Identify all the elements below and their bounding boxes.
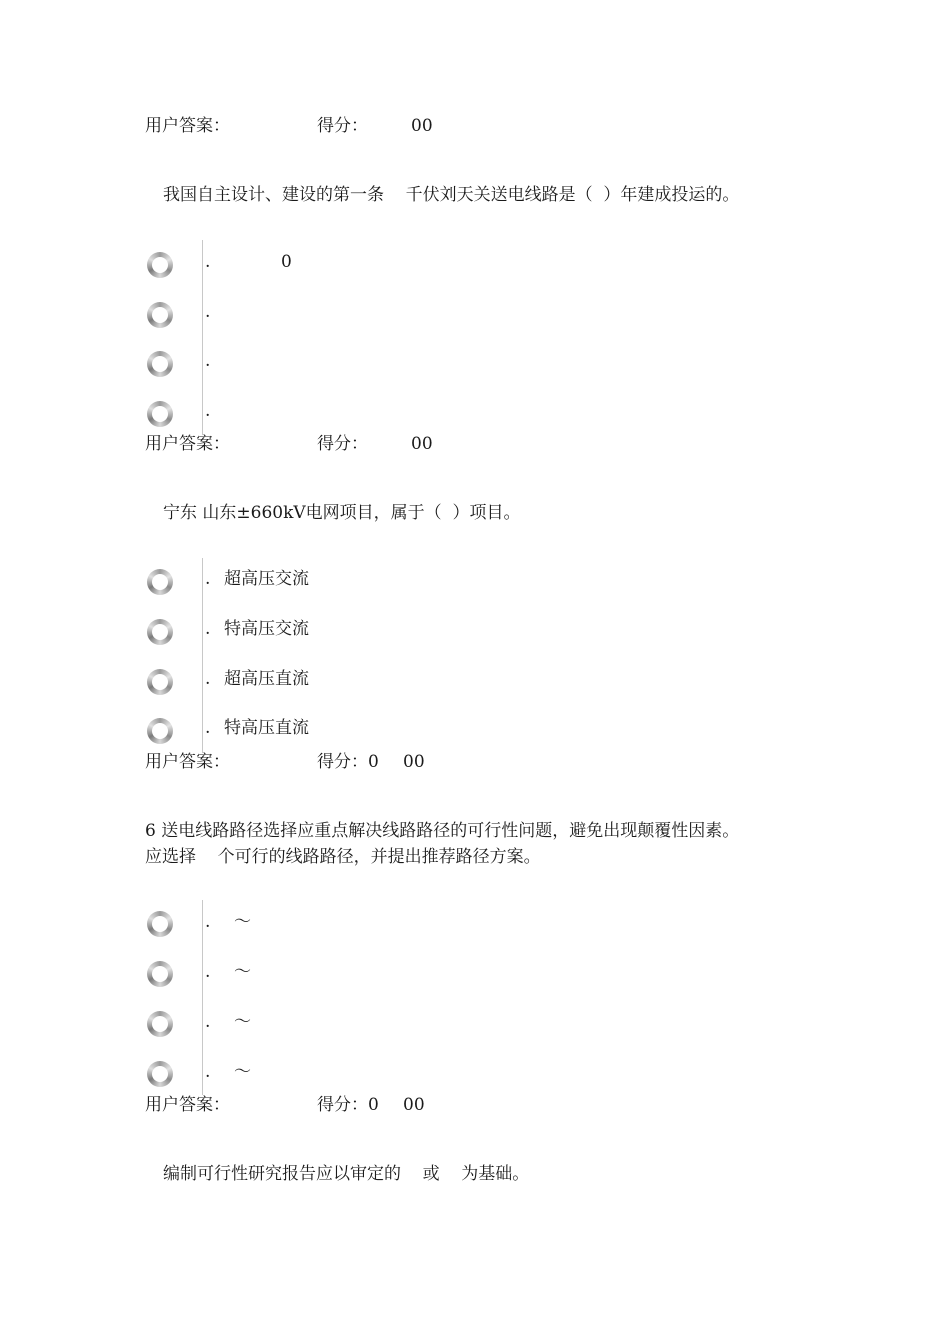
- option-divider: [202, 900, 203, 1095]
- option-marker: .: [205, 1062, 211, 1082]
- option-marker: .: [205, 718, 211, 738]
- user-answer-label: 用户答案：: [145, 1095, 230, 1115]
- radio-button[interactable]: [147, 252, 173, 278]
- question-text: 编制可行性研究报告应以审定的 或 为基础。: [163, 1164, 530, 1184]
- score-value: 00: [411, 116, 433, 136]
- score-label: 得分：0: [317, 752, 379, 772]
- option-marker: .: [205, 962, 211, 982]
- radio-button[interactable]: [147, 1011, 173, 1037]
- option-marker: .: [205, 1012, 211, 1032]
- radio-button[interactable]: [147, 669, 173, 695]
- option-text: 超高压交流: [224, 569, 309, 589]
- radio-button[interactable]: [147, 961, 173, 987]
- option-marker: .: [205, 569, 211, 589]
- option-marker: .: [205, 619, 211, 639]
- option-text: ～: [234, 912, 251, 932]
- radio-button[interactable]: [147, 351, 173, 377]
- option-text: ～: [234, 962, 251, 982]
- option-text: ～: [234, 1062, 251, 1082]
- question-text: 我国自主设计、建设的第一条 千伏刘天关送电线路是（ ）年建成投运的。: [163, 185, 740, 205]
- option-text: 特高压交流: [224, 619, 309, 639]
- user-answer-label: 用户答案：: [145, 116, 230, 136]
- option-text: 特高压直流: [224, 718, 309, 738]
- option-text: 超高压直流: [224, 669, 309, 689]
- radio-button[interactable]: [147, 569, 173, 595]
- option-marker: .: [205, 302, 211, 322]
- option-text: ～: [234, 1012, 251, 1032]
- user-answer-label: 用户答案：: [145, 434, 230, 454]
- score-value: 00: [403, 752, 425, 772]
- option-marker: .: [205, 252, 211, 272]
- score-label: 得分：0: [317, 1095, 379, 1115]
- radio-button[interactable]: [147, 1061, 173, 1087]
- score-label: 得分：: [317, 434, 368, 454]
- question-text-line-2: 应选择 个可行的线路路径，并提出推荐路径方案。: [145, 847, 541, 867]
- option-marker: .: [205, 401, 211, 421]
- radio-button[interactable]: [147, 718, 173, 744]
- radio-button[interactable]: [147, 911, 173, 937]
- question-text-line-1: 6 送电线路路径选择应重点解决线路路径的可行性问题，避免出现颠覆性因素。: [145, 821, 740, 841]
- option-marker: .: [205, 912, 211, 932]
- question-text: 宁东 山东±660kV电网项目，属于（ ）项目。: [163, 503, 521, 523]
- score-label: 得分：: [317, 116, 368, 136]
- score-value: 00: [403, 1095, 425, 1115]
- option-divider: [202, 240, 203, 435]
- option-marker: .: [205, 669, 211, 689]
- radio-button[interactable]: [147, 302, 173, 328]
- user-answer-label: 用户答案：: [145, 752, 230, 772]
- radio-button[interactable]: [147, 401, 173, 427]
- option-divider: [202, 558, 203, 753]
- option-text: 0: [281, 252, 292, 272]
- option-marker: .: [205, 351, 211, 371]
- score-value: 00: [411, 434, 433, 454]
- radio-button[interactable]: [147, 619, 173, 645]
